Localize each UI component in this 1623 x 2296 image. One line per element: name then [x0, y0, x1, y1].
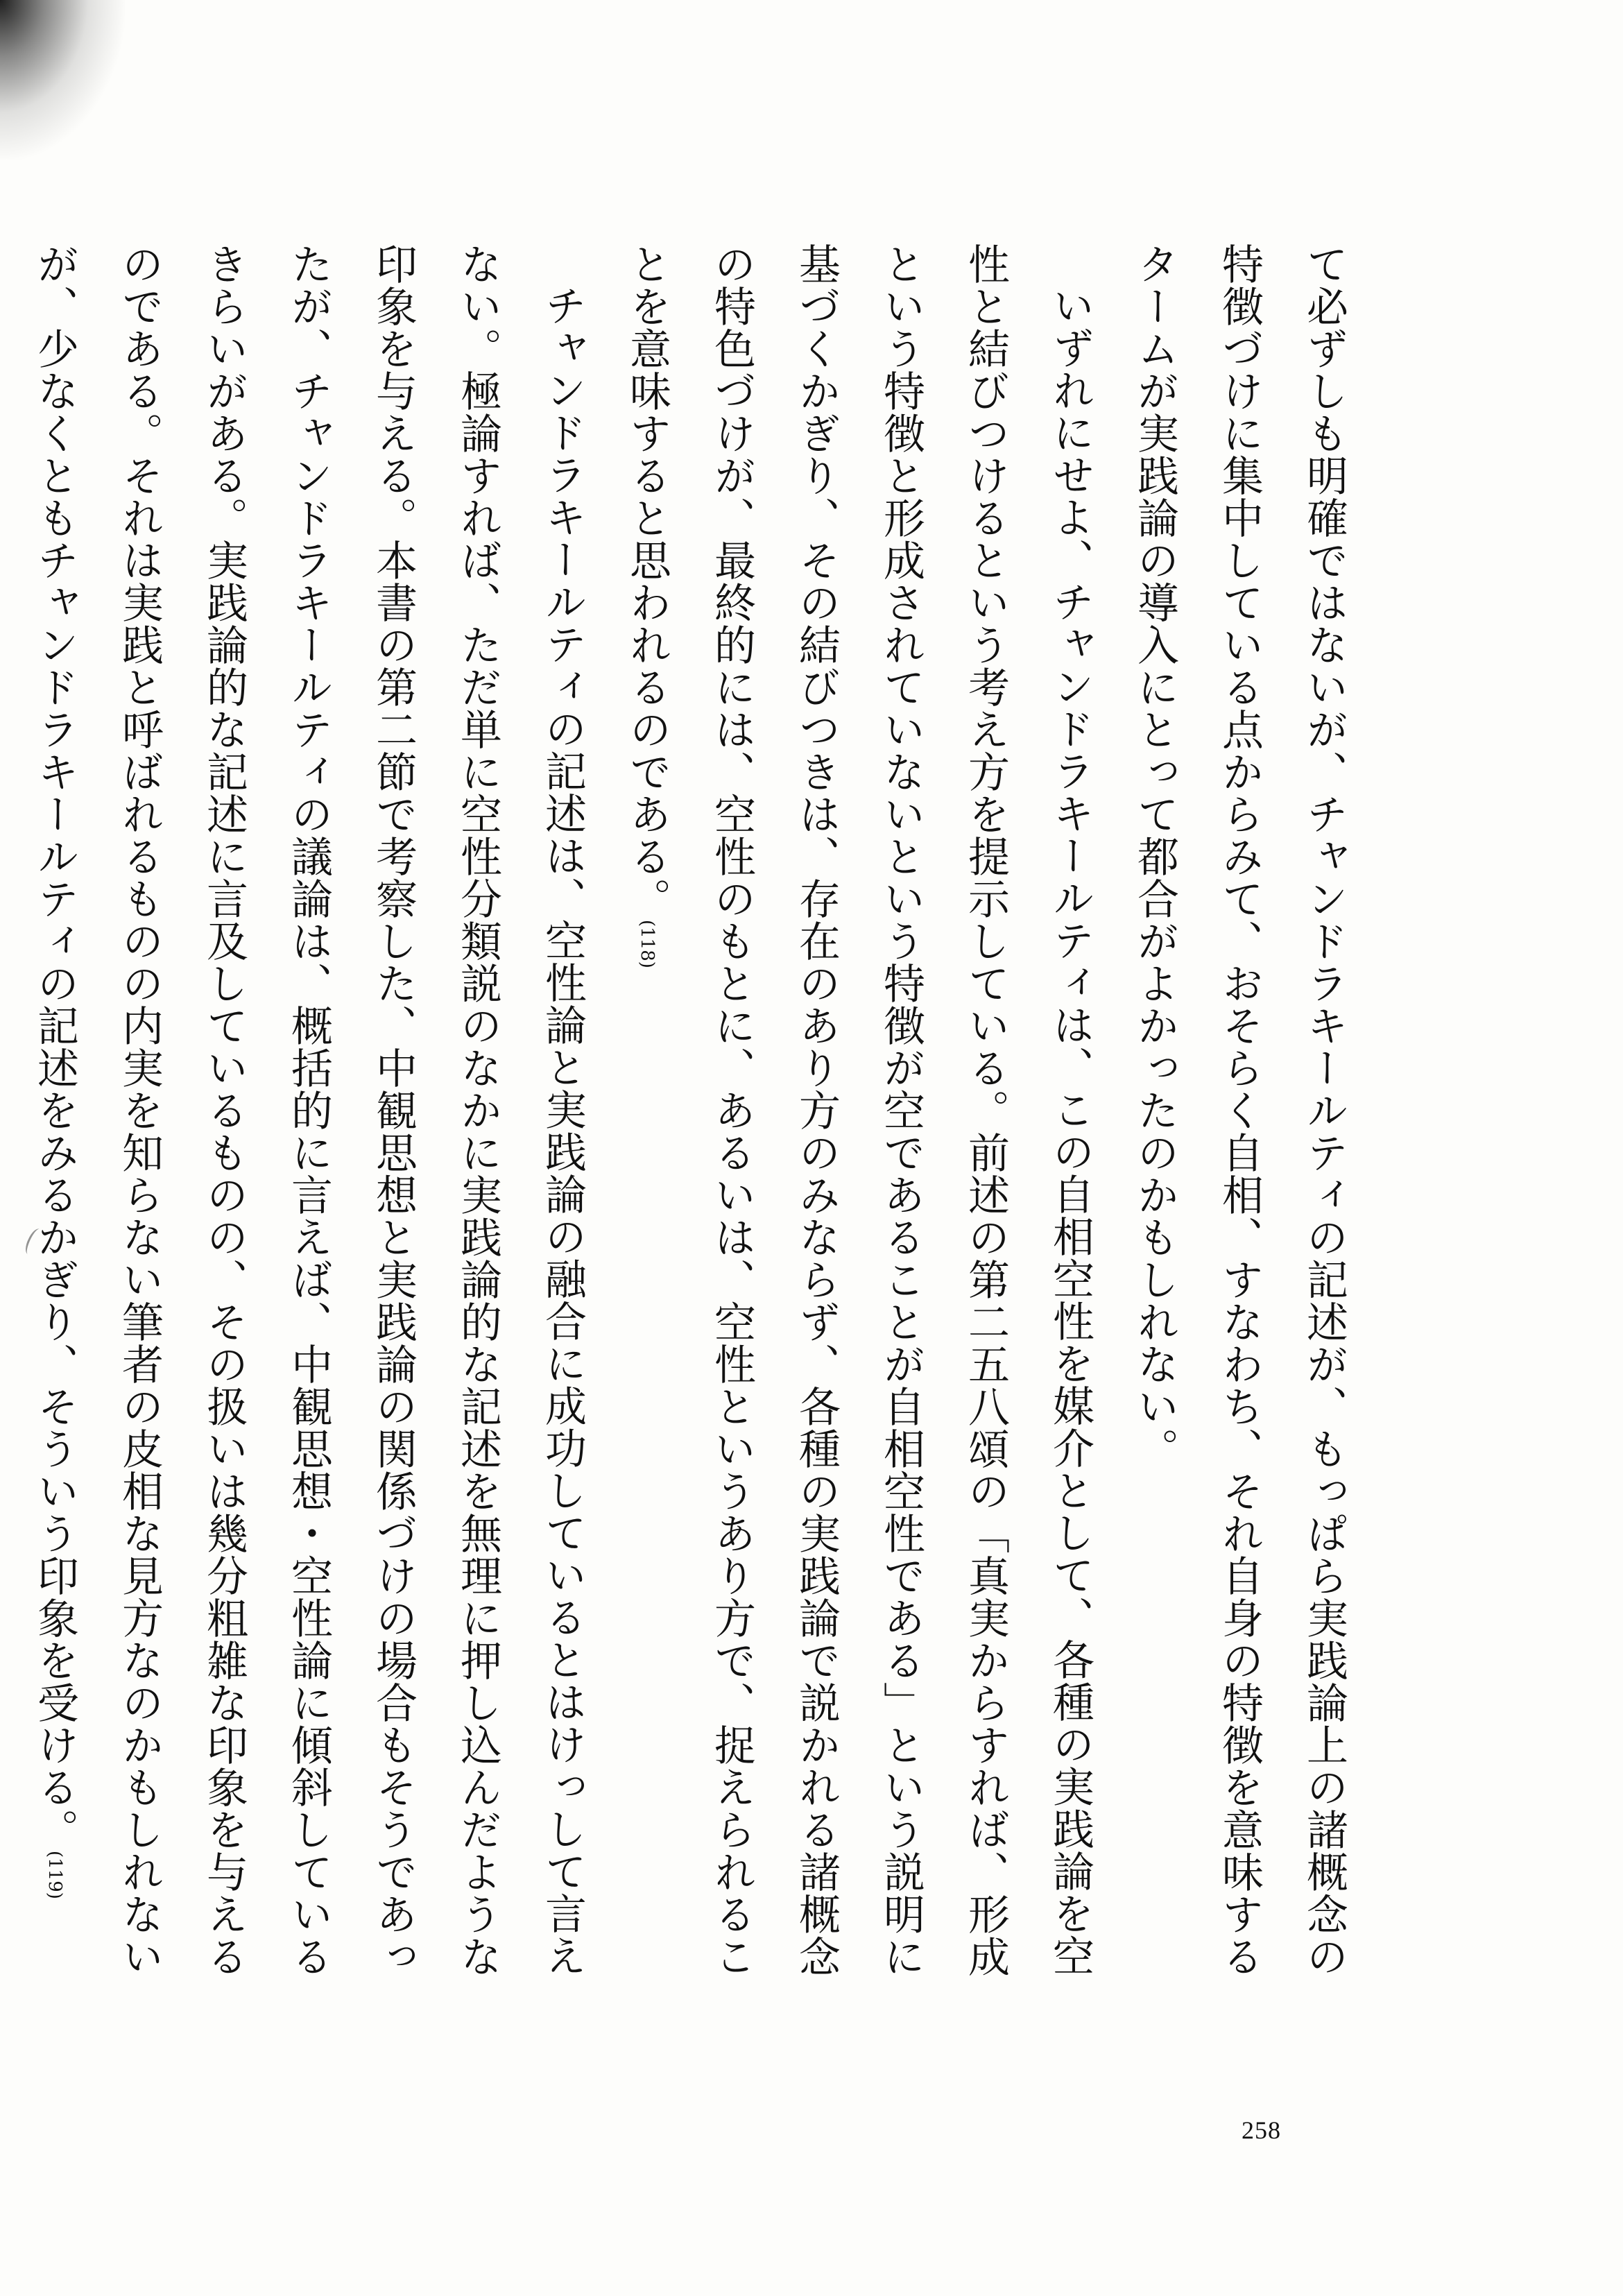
- page-number: 258: [1242, 2116, 1281, 2144]
- paragraph-2: [605, 243, 1113, 2019]
- paragraph-1: [1113, 243, 1366, 2019]
- scan-shadow: [0, 0, 125, 160]
- paragraph-1-text: て必ずしも明確ではないが、チャンドラキールティの記述が、もっぱら実践論上の諸概念の特徴づけに集中している点からみて、おそらく自相、すなわち、それ自身の特徴を意味するタームが実践論の導入にとって都合がよかったのかもしれない。: [1131, 243, 1348, 1978]
- paragraph-4: [0, 243, 12, 2019]
- vertical-text-body: [31, 243, 1366, 2019]
- paragraph-2-text: いずれにせよ、チャンドラキールティは、この自相空性を媒介として、各種の実践論を空性と結びつけるという考え方を提示している。前述の第二五八頌の「真実からすれば、形成という特徴と形成されていないという特徴が空であることが自相空性である」という説明に基づくかぎり、その結びつきは、存在のあり方のみならず、各種の実践論で説かれる諸概念の特色づけが、最終的には、空性のもとに、あるいは、空性というあり方で、捉えられることを意味すると思われるのである。: [623, 243, 1094, 1978]
- paragraph-3: [12, 243, 605, 2019]
- paragraph-3-text: チャンドラキールティの記述は、空性論と実践論の融合に成功しているとはけっして言えない。極論すれば、ただ単に空性分類説のなかに実践論的な記述を無理に押し込んだような印象を与える。本書の第二節で考察した、中観思想と実践論の関係づけの場合もそうであったが、チャンドラキールティの議論は、概括的に言えば、中観思想・空性論に傾斜しているきらいがある。実践論的な記述に言及しているものの、その扱いは幾分粗雑な印象を与えるのである。それは実践と呼ばれるものの内実を知らない筆者の皮相な見方なのかもしれないが、少なくともチャンドラキールティの記述をみるかぎり、そういう印象を受ける。: [31, 243, 587, 1978]
- footnote-ref-118: (118): [637, 920, 658, 968]
- footnote-ref-119: (119): [44, 1851, 65, 1899]
